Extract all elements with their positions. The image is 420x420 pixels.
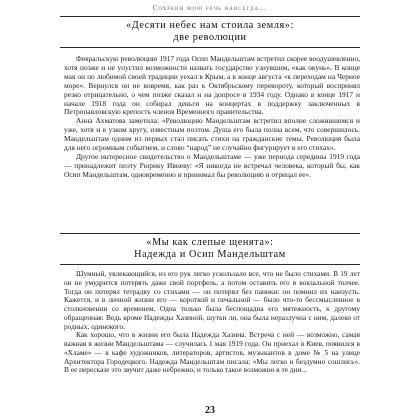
- section2-body: [64, 270, 360, 375]
- section2-heading-line1: «Мы как слепые щенята»:: [146, 237, 274, 248]
- section1-paragraph-3: Другое интересное свидетельство о Мандельштаме — уже периода середины 1919 года — принадлежит поэту Рюрику Ивневу: «Я никогда не встречал человека, который бы, как Осип Мандельштам, одновременно и принимал бы революцию и отрицал ее».: [64, 151, 360, 179]
- running-head: Сохрани мою речь навсегда...: [152, 4, 268, 12]
- section1-heading-line1: «Десяти небес нам стоила земля»:: [126, 20, 294, 31]
- rule-bottom-2: [60, 264, 360, 265]
- page-number: 23: [205, 405, 215, 416]
- section2-paragraph-1: Шумный, увлекающийся, из его рук легко ускользало все, что не было стихами. В 19 лет он не умудрится потерять даже свой портфель, а потом оставить его в вокзальной толчее. Тогда он потерял тетрадку со стихами — он потерял без паники: он помнил их наизусть. Кажется, и в личной жизни его — короткой и печальной — было что-то бессмысленное в столкновении со временем. Одна только была беспощадна его мятежность, к другому обращенная: Ведь кроме Надежды Хазиной, шутки ли, она была неразлучна с ним, далеко от родных, одинокого.: [64, 269, 360, 331]
- rule-top-1: [60, 16, 360, 17]
- rule-top-2: [60, 233, 360, 234]
- rule-bottom-1: [60, 47, 360, 48]
- section2-paragraph-2: Как хорошо, что в жизни его была Надежда Хазина. Встреча с ней — возможно, самая важная в жизни Мандельштама — случилась 1 мая 1919 года. Он приехал в Киев, появился в «Хламе» — в кафе художников, литераторов, артистов, музыкантов в доме № 5 на улице Архитектора Городецкого. Надежда Мандельштам писала: «Мы легко и бездумно сошлись». В ее пересказе это звучит даже небрежно, и только такое возможно в те дни...: [64, 330, 360, 375]
- section1-paragraph-2: Анна Ахматова заметила: «Революцию Мандельштам встретил вполне сложившимся и уже, хотя и в узком кругу, известным поэтом. Душа его была полна всем, что совершилось. Мандельштам одним из первых стал писать стихи на гражданские темы. Революция была для него огромным событием, и слово “народ” не случайно фигурирует в его стихах».: [64, 116, 360, 153]
- section1-paragraph-1: Февральскую революцию 1917 года Осип Мандельштам встретил скорее воодушевленно, хотя позже и не упустил возможности назвать государство узнувшим, «как окунь». В конце мая он по любимой своей традиции уехал в Крым, а в конце августа «к переходам на Черное море». Вернулся он не вовремя, как раз к Октябрьскому перевороту, который воспринял резко отрицательно, о чем позже сказал и на допросе в 1934 году. Однако в конце 1917 и начале 1918 года он собирал деньги на концертах в поддержку заключенных в Петропавловскую крепость членов Временного правительства.: [64, 54, 360, 117]
- section1-body: [64, 55, 360, 180]
- section2-heading-line2: Надежда и Осип Мандельштам: [134, 249, 286, 260]
- section1-heading-line2: две революции: [173, 32, 247, 43]
